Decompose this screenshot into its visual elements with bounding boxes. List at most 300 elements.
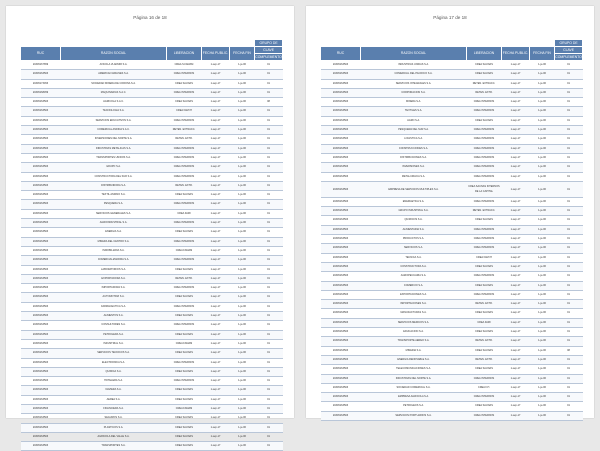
cell-liberacion: CREA FAMAM — [167, 404, 202, 413]
table-row — [21, 209, 283, 218]
cell-fecha-fin: 1-ju-06 — [530, 135, 555, 144]
cell-clave: 01 — [555, 163, 583, 172]
cell-fecha-fin: 1-ju-06 — [230, 432, 255, 441]
table-row — [321, 163, 583, 172]
data-table — [320, 39, 583, 421]
table-row — [321, 153, 583, 162]
table-row — [321, 181, 583, 197]
cell-clave: 01 — [255, 339, 283, 348]
cell-razon-social: SOCIEDAD MINERA DE CORONA S.A. — [61, 79, 167, 88]
cell-fecha-public: 1-sep-17 — [202, 79, 230, 88]
cell-ruc: 20345163503 — [321, 107, 361, 116]
table-row — [321, 272, 583, 281]
cell-clave: 01 — [555, 70, 583, 79]
cell-clave: 01 — [255, 265, 283, 274]
cell-razon-social: AGRICOLA DEL VALLE S.A. — [61, 432, 167, 441]
cell-razon-social: ALIMENTARIA S.A. — [361, 225, 467, 234]
cell-clave: 08 — [555, 346, 583, 355]
table-row — [21, 274, 283, 283]
cell-fecha-fin: 1-ju-06 — [530, 98, 555, 107]
cell-razon-social: IMPORTADORA S.A. — [61, 284, 167, 293]
cell-ruc: 20345163503 — [21, 312, 61, 321]
cell-fecha-public: 1-sep-17 — [502, 70, 530, 79]
cell-fecha-public: 1-sep-17 — [202, 367, 230, 376]
cell-fecha-public: 1-sep-17 — [202, 107, 230, 116]
cell-fecha-fin: 1-ju-06 — [230, 321, 255, 330]
cell-liberacion: CREA SAUNAS — [467, 216, 502, 225]
cell-fecha-fin: 1-ju-06 — [230, 377, 255, 386]
cell-razon-social: INVERSIONES DEL NORTE S.A. — [61, 135, 167, 144]
cell-fecha-public: 1-sep-17 — [502, 346, 530, 355]
cell-fecha-fin: 1-ju-06 — [230, 386, 255, 395]
cell-fecha-fin: 1-ju-06 — [230, 367, 255, 376]
cell-clave: 01 — [255, 209, 283, 218]
cell-razon-social: EXPORTACIONES S.A. — [361, 290, 467, 299]
cell-fecha-fin: 1-ju-06 — [530, 309, 555, 318]
cell-liberacion: CREA INTERNOS — [167, 302, 202, 311]
header-razon-social: RAZON SOCIAL — [61, 47, 167, 61]
cell-ruc: 20345163503 — [321, 197, 361, 206]
cell-fecha-public: 1-sep-17 — [502, 365, 530, 374]
header-fecha-public: FECHA PUBLIC. — [202, 47, 230, 61]
cell-ruc: 20345163503 — [321, 393, 361, 402]
table-row — [21, 79, 283, 88]
table-row — [21, 330, 283, 339]
cell-liberacion: CREA INTERNOS — [467, 163, 502, 172]
cell-fecha-fin: 1-ju-06 — [530, 411, 555, 420]
cell-clave: 01 — [255, 423, 283, 432]
cell-ruc: 20345163503 — [321, 79, 361, 88]
cell-ruc: 20345163503 — [21, 414, 61, 423]
cell-fecha-fin: 1-ju-06 — [230, 153, 255, 162]
cell-fecha-public: 1-sep-17 — [202, 414, 230, 423]
cell-fecha-fin: 1-ju-06 — [230, 246, 255, 255]
cell-razon-social: SEGUROS S.A. — [61, 414, 167, 423]
cell-clave: 01 — [555, 374, 583, 383]
page-number: Página 17 de 18 — [433, 15, 467, 20]
cell-fecha-public: 1-sep-17 — [502, 262, 530, 271]
cell-fecha-fin: 1-ju-06 — [530, 328, 555, 337]
cell-clave: 01 — [255, 219, 283, 228]
cell-ruc: 20345163503 — [21, 377, 61, 386]
table-row — [21, 172, 283, 181]
cell-fecha-public: 1-sep-17 — [502, 181, 530, 197]
cell-razon-social: IMPORTACIONES S.A. — [361, 300, 467, 309]
table-row — [321, 88, 583, 97]
cell-razon-social: MINERA S.A. — [361, 98, 467, 107]
table-row — [321, 116, 583, 125]
cell-ruc: 20345163503 — [21, 135, 61, 144]
cell-fecha-fin: 1-ju-06 — [230, 293, 255, 302]
cell-razon-social: ENERGETICA S.A. — [361, 197, 467, 206]
cell-clave: 01 — [255, 135, 283, 144]
cell-ruc: 20345163503 — [321, 365, 361, 374]
table-row — [321, 126, 583, 135]
cell-liberacion: CREA FAMI H — [467, 253, 502, 262]
cell-fecha-fin: 1-ju-06 — [230, 312, 255, 321]
header-clave: CLAVE — [555, 47, 583, 54]
table-row — [321, 79, 583, 88]
cell-fecha-public: 1-sep-17 — [502, 281, 530, 290]
cell-ruc: 20345163503 — [21, 237, 61, 246]
cell-liberacion: CREA INTERNOS — [467, 235, 502, 244]
cell-clave: 01 — [255, 237, 283, 246]
cell-ruc: 20345163503 — [321, 383, 361, 392]
cell-liberacion: CREA SAUNAS — [167, 395, 202, 404]
cell-fecha-fin: 1-ju-06 — [530, 163, 555, 172]
cell-liberacion: CREA INTERNOS — [467, 172, 502, 181]
cell-razon-social: PRODUCTOS S.A. — [361, 235, 467, 244]
cell-liberacion: CREA INTERNOS — [467, 393, 502, 402]
cell-ruc: 20345167659 — [21, 61, 61, 70]
cell-clave: 01 — [255, 181, 283, 190]
cell-fecha-public: 1-sep-17 — [502, 79, 530, 88]
cell-fecha-fin: 1-ju-06 — [230, 107, 255, 116]
table-row — [321, 197, 583, 206]
cell-clave: 01 — [555, 244, 583, 253]
cell-clave: 01 — [555, 253, 583, 262]
cell-liberacion: CREA INTERNOS — [167, 200, 202, 209]
cell-fecha-fin: 1-ju-06 — [530, 290, 555, 299]
table-row — [21, 191, 283, 200]
cell-fecha-public: 1-sep-17 — [502, 207, 530, 216]
cell-fecha-public: 1-sep-17 — [202, 98, 230, 107]
table-row — [321, 309, 583, 318]
cell-fecha-public: 1-sep-17 — [202, 312, 230, 321]
cell-liberacion: CREA INTERNOS — [467, 153, 502, 162]
cell-liberacion: CREA SAUNAS — [167, 432, 202, 441]
cell-fecha-fin: 1-ju-06 — [530, 88, 555, 97]
cell-razon-social: PESQUERA S.A. — [61, 200, 167, 209]
cell-razon-social: AMERICAN AIRLINES S.A. — [61, 70, 167, 79]
cell-ruc: 20345163503 — [21, 191, 61, 200]
cell-fecha-public: 1-sep-17 — [502, 135, 530, 144]
cell-liberacion: CREA FAMAM — [167, 246, 202, 255]
table-row — [21, 126, 283, 135]
cell-razon-social: PETROLEOS S.A. — [361, 402, 467, 411]
cell-razon-social: COMERCIO S.A. — [361, 281, 467, 290]
header-spacer — [21, 40, 255, 47]
cell-clave: 01 — [255, 88, 283, 97]
cell-fecha-fin: 1-ju-06 — [230, 330, 255, 339]
header-clave: CLAVE — [255, 47, 283, 54]
cell-liberacion: CREA INTERNOS — [167, 153, 202, 162]
cell-liberacion: RETEN. EXTRACC. — [467, 79, 502, 88]
cell-ruc: 20345163503 — [321, 126, 361, 135]
cell-clave: 01 — [255, 293, 283, 302]
cell-fecha-fin: 1-ju-06 — [230, 256, 255, 265]
cell-ruc: 20345163503 — [321, 402, 361, 411]
cell-razon-social: AGRICOLA S.A.C. — [61, 98, 167, 107]
cell-razon-social: AGROINDUSTRIAL S.A. — [61, 219, 167, 228]
cell-ruc: 20345163503 — [321, 207, 361, 216]
cell-clave: 08 — [255, 98, 283, 107]
cell-clave: 01 — [555, 107, 583, 116]
cell-ruc: 20345163503 — [21, 432, 61, 441]
table-row — [21, 395, 283, 404]
cell-clave: 01 — [255, 377, 283, 386]
cell-liberacion: RETEN. EXTRACC. — [467, 207, 502, 216]
cell-liberacion: CREA S.FAMAM — [167, 61, 202, 70]
table-row — [321, 216, 583, 225]
cell-fecha-public: 1-sep-17 — [202, 88, 230, 97]
cell-ruc: 20345163503 — [21, 293, 61, 302]
cell-clave: 01 — [555, 309, 583, 318]
cell-fecha-public: 1-sep-17 — [202, 321, 230, 330]
cell-fecha-fin: 1-ju-06 — [230, 358, 255, 367]
cell-fecha-public: 1-sep-17 — [502, 393, 530, 402]
cell-liberacion: CREA INTERNOS — [467, 290, 502, 299]
cell-fecha-fin: 1-ju-06 — [230, 395, 255, 404]
cell-fecha-fin: 1-ju-06 — [230, 88, 255, 97]
cell-ruc: 20345163503 — [321, 135, 361, 144]
cell-liberacion: CREA SAUNAS — [467, 309, 502, 318]
table-row — [21, 302, 283, 311]
cell-ruc: 20345163503 — [21, 219, 61, 228]
cell-fecha-fin: 1-ju-06 — [530, 244, 555, 253]
cell-razon-social: ENERGIA RENOVABLE S.A. — [361, 355, 467, 364]
cell-razon-social: FARMACEUTICA S.A. — [61, 302, 167, 311]
cell-liberacion: CREA SAUNAS — [467, 70, 502, 79]
table-row — [21, 404, 283, 413]
cell-liberacion: CREA INTERNOS — [167, 163, 202, 172]
cell-razon-social: AGROPECUARIA S.A. — [361, 272, 467, 281]
cell-fecha-fin: 1-ju-06 — [530, 181, 555, 197]
cell-fecha-fin: 1-ju-06 — [530, 337, 555, 346]
cell-razon-social: LABORATORIOS S.A. — [61, 265, 167, 274]
cell-fecha-fin: 1-ju-06 — [530, 225, 555, 234]
header-fecha-fin: FECHA FIN — [530, 47, 555, 61]
cell-clave: 01 — [555, 116, 583, 125]
cell-clave: 01 — [255, 61, 283, 70]
cell-clave: 01 — [555, 383, 583, 392]
cell-clave: 01 — [555, 393, 583, 402]
cell-fecha-fin: 1-ju-06 — [230, 172, 255, 181]
header-spacer — [321, 40, 555, 47]
cell-clave: 01 — [555, 355, 583, 364]
cell-razon-social: SERVICIOS PORTUARIOS S.A. — [361, 411, 467, 420]
cell-liberacion: RETEN. EXTR. — [467, 337, 502, 346]
cell-fecha-public: 1-sep-17 — [502, 253, 530, 262]
cell-liberacion: CREA INTERNOS — [467, 374, 502, 383]
cell-fecha-fin: 1-ju-06 — [230, 219, 255, 228]
table-row — [21, 116, 283, 125]
cell-fecha-fin: 1-ju-06 — [230, 135, 255, 144]
table-row — [21, 237, 283, 246]
cell-liberacion: CREA INTERNOS — [167, 321, 202, 330]
cell-fecha-public: 1-sep-17 — [502, 216, 530, 225]
table-row — [321, 107, 583, 116]
cell-liberacion: CREA INTERNOS — [167, 237, 202, 246]
cell-razon-social: GRUPO INDUSTRIAL S.A. — [361, 207, 467, 216]
cell-ruc: 20345163503 — [321, 281, 361, 290]
cell-razon-social: TECNOLOGIA S.A. — [61, 107, 167, 116]
cell-clave: 01 — [555, 197, 583, 206]
cell-ruc: 20345163503 — [321, 262, 361, 271]
cell-ruc: 20345163503 — [21, 442, 61, 451]
table-row — [321, 225, 583, 234]
cell-ruc: 20345163503 — [21, 330, 61, 339]
cell-razon-social: TEXTILES S.A. — [361, 107, 467, 116]
cell-ruc: 20345163503 — [321, 300, 361, 309]
cell-clave: 01 — [555, 79, 583, 88]
cell-ruc: 20345163503 — [321, 70, 361, 79]
cell-fecha-fin: 1-ju-06 — [530, 318, 555, 327]
cell-liberacion: CREA INTERNOS — [467, 98, 502, 107]
table-row — [321, 393, 583, 402]
cell-fecha-public: 1-sep-17 — [202, 349, 230, 358]
cell-clave: 01 — [555, 328, 583, 337]
cell-fecha-fin: 1-ju-06 — [530, 272, 555, 281]
cell-razon-social: INDUSTRIAS DEL NORTE S.A. — [361, 374, 467, 383]
cell-razon-social: DISTRIBUCIONES S.A. — [361, 153, 467, 162]
table-row — [321, 281, 583, 290]
table-row — [21, 181, 283, 190]
cell-fecha-public: 1-sep-17 — [202, 144, 230, 153]
cell-ruc: 20345163503 — [21, 404, 61, 413]
cell-razon-social: COMERCIAL ANDINA S.A.C. — [61, 126, 167, 135]
table-row — [21, 312, 283, 321]
cell-ruc: 20345163503 — [21, 274, 61, 283]
cell-liberacion: CREA SAUNAS — [167, 386, 202, 395]
cell-ruc: 20345163503 — [321, 411, 361, 420]
cell-liberacion: CREA F.H. — [467, 383, 502, 392]
cell-clave: 01 — [255, 312, 283, 321]
page-number: Página 16 de 18 — [133, 15, 167, 20]
cell-razon-social: SERVICIOS MEDICOS S.A. — [361, 318, 467, 327]
cell-fecha-public: 1-sep-17 — [202, 284, 230, 293]
cell-ruc: 20345163503 — [21, 265, 61, 274]
cell-ruc: 20345163503 — [21, 423, 61, 432]
table-body — [21, 61, 283, 451]
cell-fecha-fin: 1-ju-06 — [230, 98, 255, 107]
cell-ruc: 20345163503 — [21, 321, 61, 330]
table-row — [21, 107, 283, 116]
cell-fecha-public: 1-sep-17 — [202, 219, 230, 228]
cell-ruc: 20345163503 — [321, 225, 361, 234]
cell-liberacion: RETEN. EXTR. — [167, 135, 202, 144]
cell-ruc: 20345163503 — [21, 228, 61, 237]
cell-ruc: 20345163503 — [321, 116, 361, 125]
cell-clave: 01 — [555, 88, 583, 97]
cell-liberacion: CREA SAUNAS — [167, 330, 202, 339]
cell-fecha-public: 1-sep-17 — [502, 61, 530, 70]
cell-clave: 01 — [555, 365, 583, 374]
cell-razon-social: SERVICIOS EDUCATIVOS S.A. — [61, 116, 167, 125]
cell-clave: 01 — [255, 414, 283, 423]
cell-liberacion: CREA INTERNOS — [467, 244, 502, 253]
cell-fecha-public: 1-sep-17 — [502, 116, 530, 125]
cell-razon-social: TRANSPORTES S.A. — [61, 442, 167, 451]
cell-razon-social: TECNICA S.A. — [361, 253, 467, 262]
cell-razon-social: COMERCIAL DEL PACIFICO S.A. — [361, 70, 467, 79]
cell-fecha-fin: 1-ju-06 — [230, 339, 255, 348]
cell-razon-social: PETROLERA S.A. — [61, 330, 167, 339]
cell-fecha-fin: 1-ju-06 — [230, 79, 255, 88]
cell-clave: 01 — [255, 358, 283, 367]
cell-ruc: 20345163503 — [21, 116, 61, 125]
cell-clave: 01 — [255, 228, 283, 237]
cell-liberacion: CREA SAUNAS — [467, 116, 502, 125]
table-row — [21, 144, 283, 153]
cell-fecha-public: 1-sep-17 — [202, 116, 230, 125]
cell-clave: 01 — [255, 395, 283, 404]
cell-liberacion: CREA SAUNAS — [167, 312, 202, 321]
cell-fecha-fin: 1-ju-06 — [230, 209, 255, 218]
cell-razon-social: CONSTRUCTORA S.A. — [361, 262, 467, 271]
cell-liberacion: CREA SAUNAS — [167, 293, 202, 302]
cell-fecha-public: 1-sep-17 — [202, 395, 230, 404]
cell-clave: 01 — [555, 290, 583, 299]
cell-clave: 01 — [255, 404, 283, 413]
cell-ruc: 20345163503 — [321, 61, 361, 70]
table-row — [321, 207, 583, 216]
cell-fecha-fin: 1-ju-06 — [530, 216, 555, 225]
cell-fecha-public: 1-sep-17 — [202, 228, 230, 237]
cell-fecha-fin: 1-ju-06 — [530, 235, 555, 244]
cell-fecha-fin: 1-ju-06 — [530, 61, 555, 70]
cell-liberacion: CREA FAMAM — [167, 339, 202, 348]
cell-ruc: 20345163503 — [21, 386, 61, 395]
cell-liberacion: CREA INTERNOS — [167, 284, 202, 293]
cell-razon-social: SERVICIOS TECNICOS S.A. — [61, 349, 167, 358]
table-row — [21, 256, 283, 265]
cell-razon-social: TRANSPORTE AEREO S.A. — [361, 337, 467, 346]
cell-fecha-public: 1-sep-17 — [202, 256, 230, 265]
cell-clave: 01 — [255, 153, 283, 162]
cell-ruc: 20345163503 — [21, 144, 61, 153]
cell-clave: 01 — [555, 61, 583, 70]
cell-clave: 01 — [555, 337, 583, 346]
cell-fecha-public: 1-sep-17 — [502, 225, 530, 234]
cell-fecha-fin: 1-ju-06 — [530, 365, 555, 374]
cell-liberacion: CREA SAUNAS — [467, 402, 502, 411]
cell-fecha-fin: 1-ju-06 — [530, 107, 555, 116]
table-row — [21, 163, 283, 172]
cell-fecha-public: 1-sep-17 — [202, 200, 230, 209]
cell-fecha-fin: 1-ju-06 — [530, 70, 555, 79]
cell-clave: 01 — [255, 79, 283, 88]
cell-liberacion: CREA SAUNAS — [467, 262, 502, 271]
cell-liberacion: CREA INTERNOS — [167, 219, 202, 228]
cell-clave: 01 — [555, 318, 583, 327]
cell-clave: 01 — [555, 300, 583, 309]
cell-liberacion: CREA INTERNOS — [467, 272, 502, 281]
cell-clave: 01 — [555, 272, 583, 281]
page-right — [306, 6, 594, 418]
cell-liberacion: CREA SAUNAS — [167, 367, 202, 376]
cell-fecha-fin: 1-ju-06 — [530, 153, 555, 162]
cell-razon-social: NAVIERA S.A. — [61, 386, 167, 395]
cell-liberacion: CREA INTERNOS — [167, 144, 202, 153]
header-liberacion: LIBERACION — [467, 47, 502, 61]
cell-clave: 01 — [555, 98, 583, 107]
cell-ruc: 20345163503 — [321, 290, 361, 299]
cell-liberacion: RETEN. EXTR. — [467, 88, 502, 97]
table-row — [21, 265, 283, 274]
table-row — [21, 432, 283, 441]
cell-fecha-fin: 1-ju-06 — [230, 144, 255, 153]
cell-razon-social: SERVICIOS INTEGRALES S.A. — [361, 79, 467, 88]
cell-razon-social: INDUSTRIAS UNIDAS S.A. — [361, 61, 467, 70]
cell-razon-social: INVERSIONES S.A. — [361, 163, 467, 172]
header-grupo: GRUPO DE — [255, 40, 283, 47]
table-row — [321, 411, 583, 420]
table-row — [321, 98, 583, 107]
cell-fecha-public: 1-sep-17 — [502, 197, 530, 206]
table-row — [321, 235, 583, 244]
cell-razon-social: AEREA S.A. — [61, 395, 167, 404]
